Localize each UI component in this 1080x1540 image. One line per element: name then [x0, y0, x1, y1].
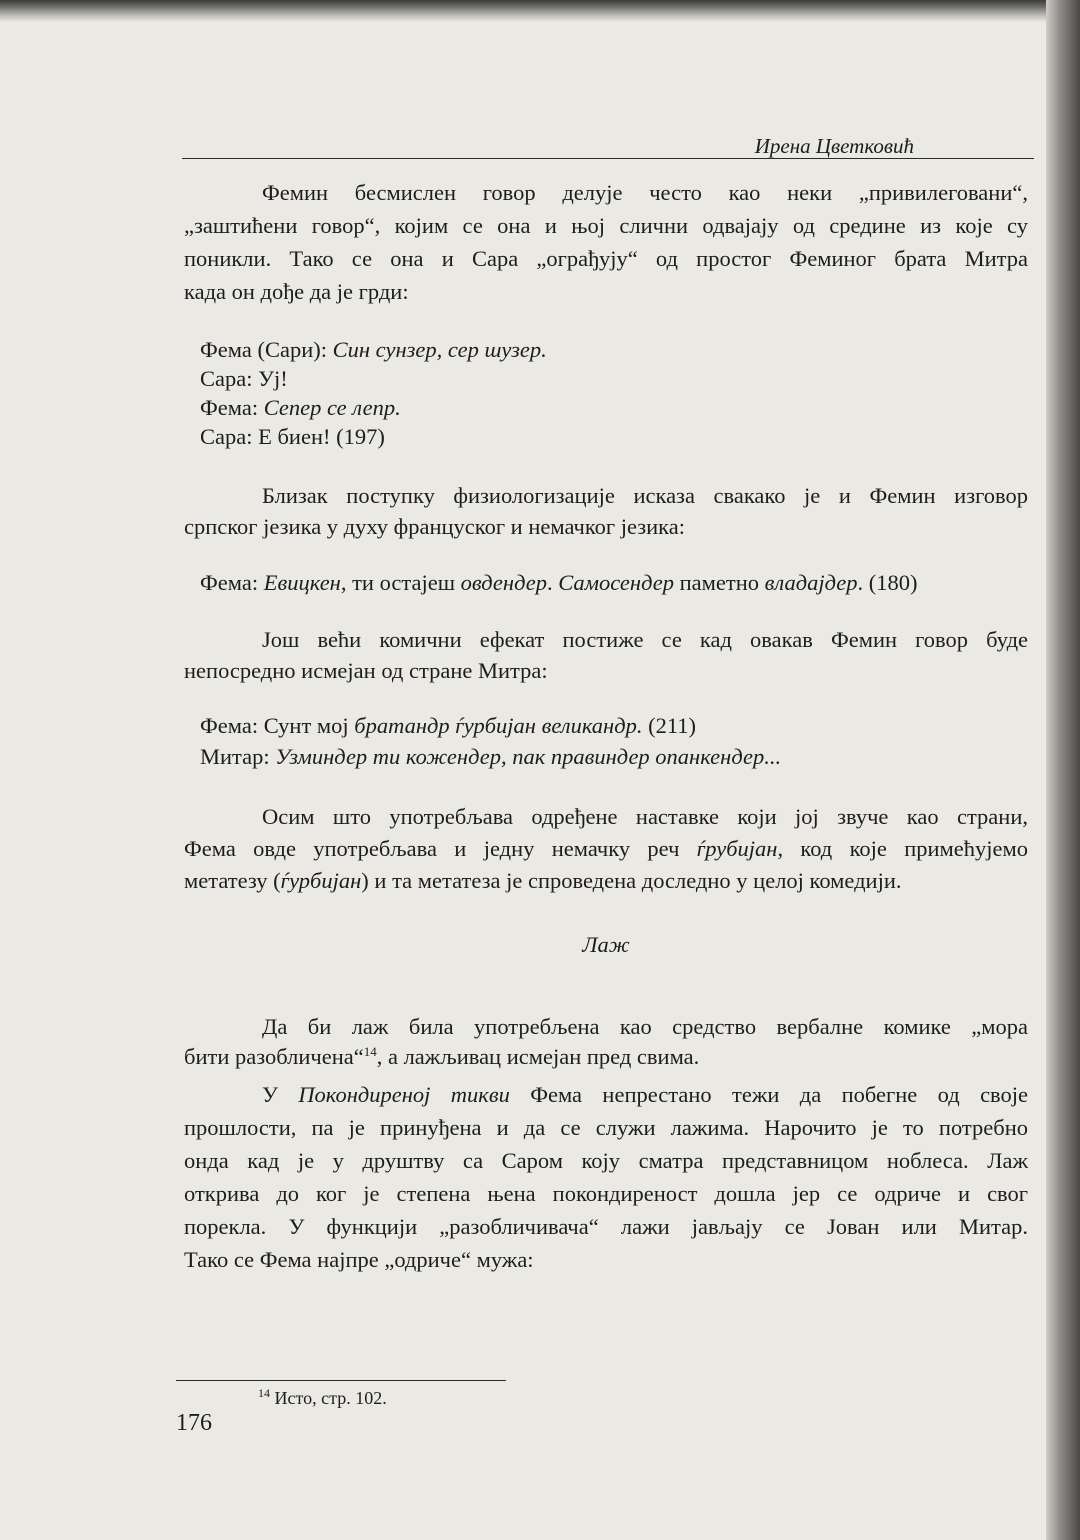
paragraph-6-line-2: прошлости, па је принуђена и да се служи лажима. Нарочито је то потребно	[184, 1115, 1028, 1140]
paragraph-4-line-2: Фема овде употребљава и једну немачку реч ѓрубијан, код које примећујемо	[184, 836, 1028, 861]
paragraph-1-line-3: поникли. Тако се она и Сара „ограђују“ од простог Феминог брата Митра	[184, 246, 1028, 271]
section-heading: Лаж	[582, 932, 630, 957]
book-binding-edge	[1046, 0, 1080, 1540]
paragraph-1-line-2: „заштићени говор“, којим се она и њој слични одвајају од средине из које су	[184, 213, 1028, 238]
quote-1: Фема: Евицкен, ти остајеш овдендер. Самосендер паметно владајдер. (180)	[200, 570, 918, 595]
paragraph-5-line-1: Да би лаж била употребљена као средство вербалне комике „мора	[262, 1014, 1028, 1039]
dialogue-1-line-2: Сара: Уј!	[200, 366, 288, 391]
footnote: $^{14}$ Исто, стр. 102.	[258, 1386, 387, 1408]
paragraph-3-line-2: непосредно исмејан од стране Митра:	[184, 658, 548, 683]
paragraph-6-line-3: онда кад је у друштву са Саром коју сматра представницом ноблеса. Лаж	[184, 1148, 1028, 1173]
footnote-reference: 14	[363, 1044, 377, 1059]
footnote-rule	[176, 1380, 506, 1381]
dialogue-1-line-4: Сара: Е биен! (197)	[200, 424, 385, 449]
dialogue-1-line-3: Фема: Сепер се лепр.	[200, 395, 401, 420]
paragraph-3-line-1: Још већи комични ефекат постиже се кад овакав Фемин говор буде	[262, 627, 1028, 652]
paragraph-6-line-5: порекла. У функцији „разобличивача“ лажи јављају се Јован или Митар.	[184, 1214, 1028, 1239]
dialogue-2-line-1: Фема: Сунт мој братандр ѓурбијан великандр. (211)	[200, 713, 696, 738]
paragraph-1-line-1: Фемин бесмислен говор делује често као неки „привилеговани“,	[262, 180, 1028, 205]
paragraph-6-line-1: У Покондиреној тикви Фема непрестано тежи да побегне од своје	[262, 1082, 1029, 1107]
page-number: 176	[176, 1410, 212, 1436]
paragraph-6-line-6: Тако се Фема најпре „одриче“ мужа:	[184, 1247, 534, 1272]
paragraph-2-line-1: Близак поступку физиологизације исказа свакако је и Фемин изговор	[262, 483, 1028, 508]
paragraph-5-line-2: бити разобличена“$^{14}$, а лажљивац исмејан пред свима.	[184, 1044, 700, 1069]
dialogue-2-line-2: Митар: Узминдер ти кожендер, пак правиндер опанкендер...	[200, 744, 782, 769]
paragraph-4-line-3: метатезу (ѓурбијан) и та метатеза је спроведена доследно у целој комедији.	[184, 868, 902, 893]
paragraph-4-line-1: Осим што употребљава одређене наставке који јој звуче као страни,	[262, 804, 1028, 829]
dialogue-1-line-1: Фема (Сари): Син сунзер, сер шузер.	[200, 337, 547, 362]
paragraph-1-line-4: када он дође да је грди:	[184, 279, 409, 304]
running-header	[182, 136, 1034, 159]
header-author: Ирена Цветковић	[754, 134, 914, 158]
page-top-edge	[0, 0, 1080, 22]
paragraph-6-line-4: открива до ког је степена њена покондиреност дошла јер се одриче и свог	[184, 1181, 1028, 1206]
paragraph-2-line-2: српског језика у духу француског и немачког језика:	[184, 514, 686, 539]
